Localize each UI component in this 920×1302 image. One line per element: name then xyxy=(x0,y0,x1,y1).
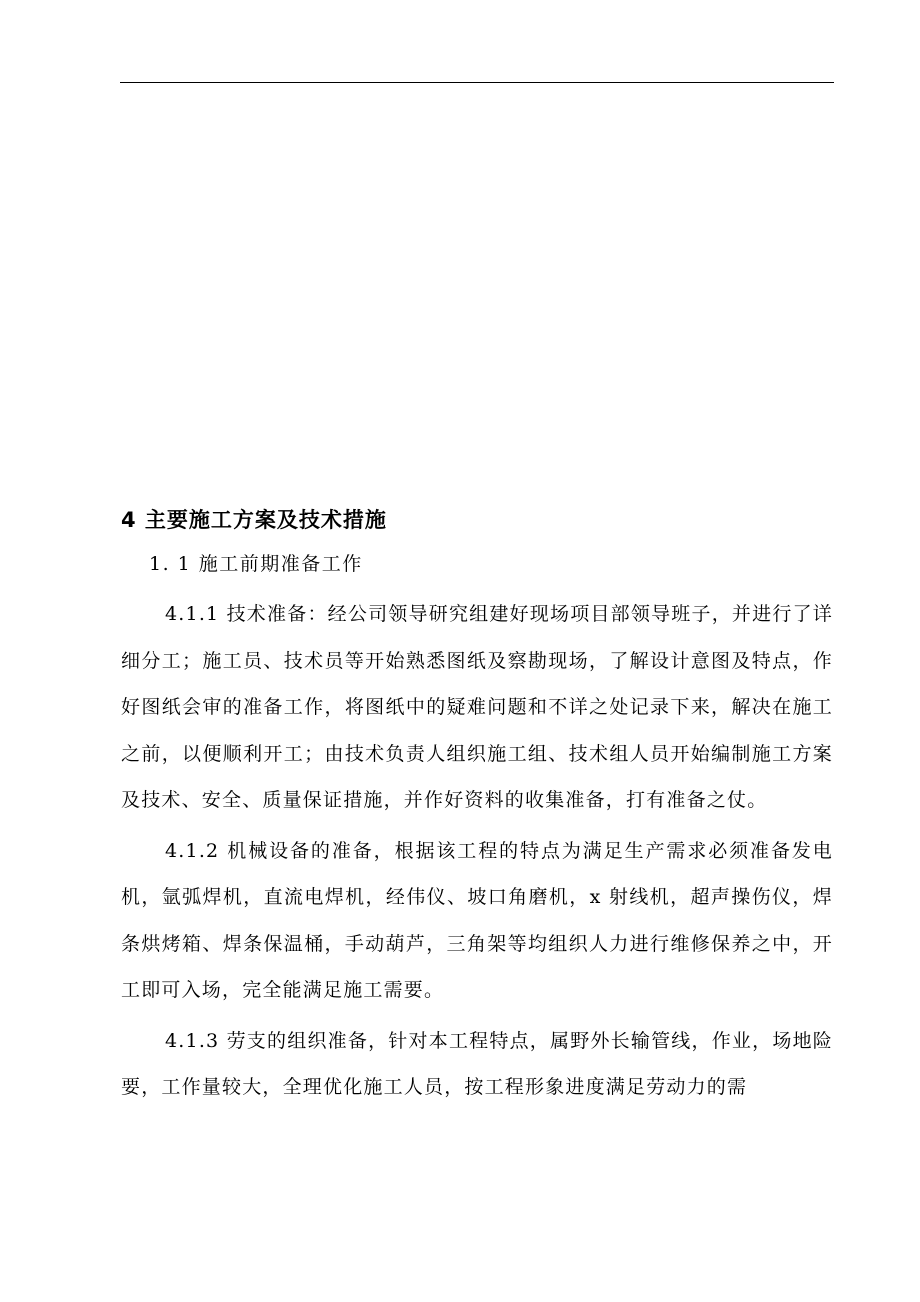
paragraph-labor-preparation: 4.1.3 劳支的组织准备，针对本工程特点，属野外长输管线，作业，场地险要，工作量较大，全理优化施工人员，按工程形象进度满足劳动力的需 xyxy=(121,1029,833,1098)
subsection-title: 1. 1 施工前期准备工作 xyxy=(149,553,363,575)
section-title: 4 主要施工方案及技术措施 xyxy=(121,508,387,532)
paragraph-technical-preparation: 4.1.1 技术准备：经公司领导研究组建好现场项目部领导班子，并进行了详细分工；施工员、技术员等开始熟悉图纸及察勘现场，了解设计意图及特点，作好图纸会审的准备工作，将图纸中的疑难问题和不详之处记录下来，解决在施工之前，以便顺利开工；由技术负责人组织施工组、技术组人员开始编制施工方案及技术、安全、质量保证措施，并作好资料的收集准备，打有准备之仗。 xyxy=(121,603,833,811)
paragraph-equipment-preparation: 4.1.2 机械设备的准备，根据该工程的特点为满足生产需求必须准备发电机，氩弧焊机，直流电焊机，经伟仪、坡口角磨机，x 射线机，超声操伤仪，焊条烘烤箱、焊条保温桶，手动葫芦，三角架等均组织人力进行维修保养之中，开工即可入场，完全能满足施工需要。 xyxy=(121,839,833,1001)
header-rule xyxy=(120,82,834,83)
document-body xyxy=(121,500,833,1111)
